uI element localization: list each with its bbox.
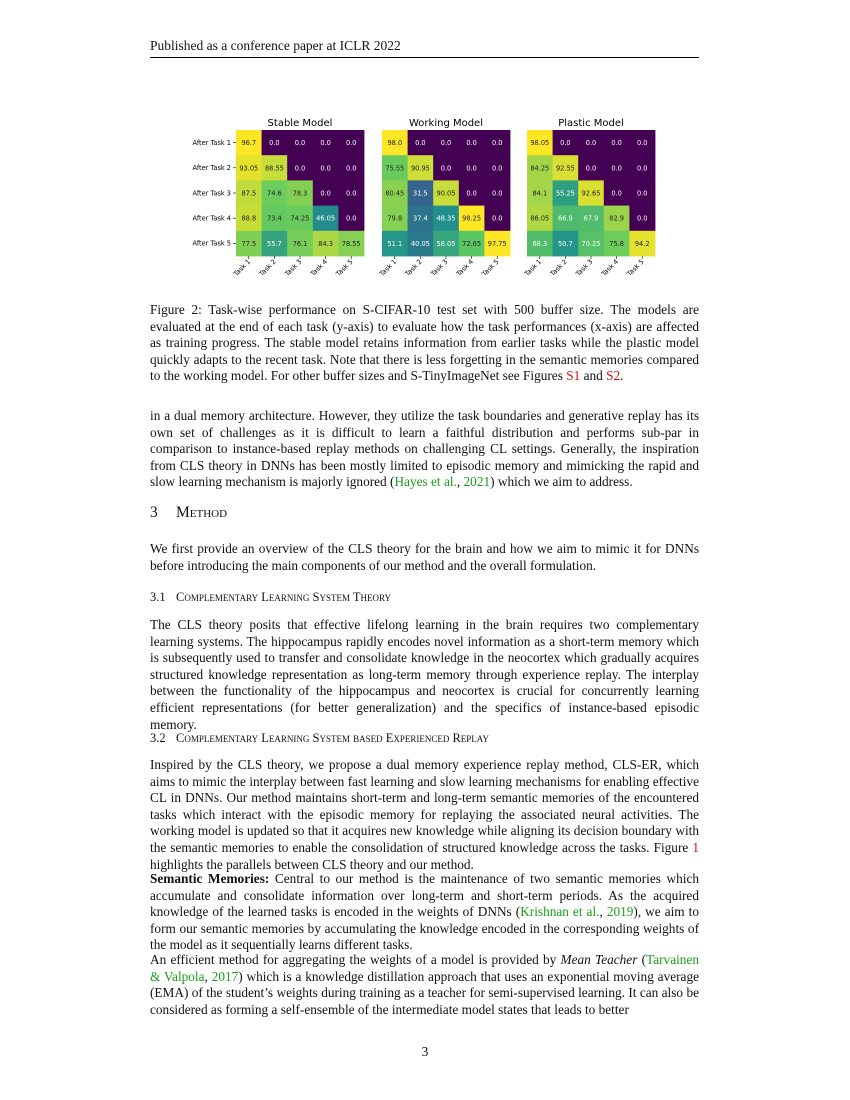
x-tick-label: Task 2 [403, 257, 424, 278]
cell-value-label: 0.0 [611, 189, 622, 198]
semantic-memories-label: Semantic Memories: [150, 871, 270, 886]
cell-value-label: 98.05 [530, 139, 550, 148]
cell-value-label: 72.65 [462, 239, 482, 248]
paragraph-overview: We first provide an overview of the CLS theory for the brain and how we aim to mimic it for DNNs before introducing the main components of our method and the overall formulation. [150, 541, 699, 573]
cell-value-label: 0.0 [269, 139, 280, 148]
x-tick-label: Task 5 [480, 257, 501, 278]
paragraph-cls-er [150, 757, 699, 873]
cell-value-label: 0.0 [320, 189, 331, 198]
cell-value-label: 55.25 [555, 189, 575, 198]
cell-value-label: 37.4 [413, 214, 428, 223]
y-tick-label: After Task 3 [192, 189, 231, 198]
cell-value-label: 96.7 [241, 139, 257, 148]
para4-text: Inspired by the CLS theory, we propose a dual memory experience replay method, CLS-ER, which aims to mimic the interplay between fast learning and slow learning mechanisms for enabling effective CL in DNNs. Our method maintains short-term and long-term semantic memories of the encountered tasks which interact with the episodic memory for replaying the associated neural activities. The working model is updated so that it acquires new knowledge while aligning its decision boundary with the semantic memories to enable the consolidation of structured knowledge across the tasks. Figure [150, 757, 699, 855]
cell-value-label: 78.55 [341, 239, 361, 248]
heatmap-figure [150, 108, 699, 298]
cell-value-label: 55.7 [267, 239, 282, 248]
figure-ref-s1[interactable]: S1 [566, 368, 581, 384]
cell-value-label: 51.1 [387, 239, 403, 248]
figure-ref-s2[interactable]: S2 [606, 368, 621, 384]
cell-value-label: 88.55 [264, 164, 284, 173]
cell-value-label: 0.0 [320, 139, 331, 148]
para1-sep: , [456, 474, 464, 490]
cell-value-label: 84.3 [318, 239, 333, 248]
figure-2 [150, 108, 699, 298]
x-tick-label: Task 2 [257, 257, 278, 278]
x-tick-label: Task 1 [232, 257, 253, 278]
cell-value-label: 0.0 [294, 164, 306, 173]
subsection-number: 3.2 [150, 731, 166, 745]
paragraph-dual-memory [150, 408, 699, 491]
mean-teacher-term: Mean Teacher [560, 952, 638, 967]
cell-value-label: 0.0 [294, 139, 306, 148]
subsection-title: Complementary Learning System based Experienced Replay [176, 731, 489, 745]
cell-value-label: 0.0 [345, 214, 357, 223]
cell-value-label: 98.0 [387, 139, 403, 148]
cell-value-label: 75.55 [385, 164, 405, 173]
cell-value-label: 94.2 [634, 239, 650, 248]
cell-value-label: 0.0 [611, 139, 622, 148]
citation-tarvainen-year[interactable]: 2017 [211, 968, 239, 984]
para5-end: ), we aim to form our semantic memories by accumulating the knowledge encoded in the corresponding weights of the model as it sequentially learns different tasks. [150, 904, 699, 953]
cell-value-label: 0.0 [466, 189, 477, 198]
x-tick-label: Task 3 [283, 257, 304, 278]
citation-krishnan-year[interactable]: 2019 [606, 904, 634, 920]
x-tick-label: Task 4 [454, 257, 476, 278]
cell-value-label: 0.0 [466, 164, 477, 173]
cell-value-label: 0.0 [636, 214, 648, 223]
figure-ref-1[interactable]: 1 [692, 839, 699, 855]
para5-text: Central to our method is the maintenance of two semantic memories which accumulate and consolidate information over long-term and short-term periods. As the acquired knowledge of the learned tasks is encoded in the weights of DNNs ( [150, 871, 699, 920]
cell-value-label: 58.05 [436, 239, 456, 248]
cell-value-label: 68.3 [532, 239, 548, 248]
cell-value-label: 0.0 [440, 139, 452, 148]
cell-value-label: 0.0 [636, 164, 648, 173]
cell-value-label: 48.35 [436, 214, 456, 223]
cell-value-label: 0.0 [560, 139, 571, 148]
para4-end: highlights the parallels between CLS theory and our method. [150, 856, 474, 872]
cell-value-label: 0.0 [345, 189, 357, 198]
cell-value-label: 70.25 [581, 239, 601, 248]
caption-and: and [580, 368, 607, 384]
cell-value-label: 40.05 [410, 239, 430, 248]
cell-value-label: 90.05 [436, 189, 456, 198]
heatmap-title: Stable Model [267, 118, 333, 129]
cell-value-label: 86.05 [530, 214, 550, 223]
cell-value-label: 0.0 [491, 164, 503, 173]
cell-value-label: 76.1 [292, 239, 308, 248]
cell-value-label: 67.9 [583, 214, 599, 223]
heatmap-title: Working Model [409, 118, 483, 129]
cell-value-label: 74.6 [267, 189, 282, 198]
subsection-3-1-heading [150, 590, 391, 605]
cell-value-label: 0.0 [585, 164, 597, 173]
cell-value-label: 90.95 [410, 164, 430, 173]
cell-value-label: 0.0 [440, 164, 452, 173]
cell-value-label: 0.0 [491, 139, 503, 148]
subsection-title: Complementary Learning System Theory [176, 590, 391, 604]
x-tick-label: Task 3 [429, 257, 450, 278]
cell-value-label: 31.5 [413, 189, 428, 198]
x-tick-label: Task 1 [378, 257, 399, 278]
cell-value-label: 0.0 [466, 139, 477, 148]
x-tick-label: Task 3 [574, 257, 595, 278]
cell-value-label: 0.0 [636, 189, 648, 198]
para6-end: ) which is a knowledge distillation approach that uses an exponential moving average (EMA) of the student’s weights during training as a teacher for semi-supervised learning. It can also be considered as forming a self-ensemble of the intermediate model states that leads to better [150, 968, 699, 1017]
cell-value-label: 84.1 [532, 189, 548, 198]
citation-hayes-author[interactable]: Hayes et al. [394, 474, 457, 490]
y-tick-label: After Task 1 [192, 138, 231, 147]
caption-text: Figure 2: Task-wise performance on S-CIFAR-10 test set with 500 buffer size. The models are evaluated at the end of each task (y-axis) to evaluate how the task performances (x-axis) are affected as training progress. The stable model retains information from earlier tasks while the plastic model quickly adapts to the recent task. Note that there is less forgetting in the semantic memories compared to the working model. For other buffer sizes and S-TinyImageNet see Figures [150, 302, 699, 384]
section-3-heading [150, 504, 227, 522]
cell-value-label: 98.25 [462, 214, 482, 223]
cell-value-label: 87.5 [241, 189, 257, 198]
cell-value-label: 0.0 [345, 139, 357, 148]
cell-value-label: 92.65 [581, 189, 601, 198]
citation-krishnan-author[interactable]: Krishnan et al. [520, 904, 600, 920]
cell-value-label: 74.25 [290, 214, 310, 223]
x-tick-label: Task 4 [599, 257, 621, 278]
para5-sep: , [599, 904, 607, 920]
para6-text: An efficient method for aggregating the weights of a model is provided by [150, 952, 561, 967]
paragraph-semantic-memories [150, 871, 699, 954]
cell-value-label: 84.25 [530, 164, 550, 173]
y-tick-label: After Task 5 [192, 239, 231, 248]
para6-sep: , [204, 968, 212, 984]
cell-value-label: 0.0 [415, 139, 426, 148]
x-tick-label: Task 5 [334, 257, 355, 278]
para1-end: ) which we aim to address. [490, 474, 633, 490]
y-tick-label: After Task 2 [192, 164, 231, 173]
cell-value-label: 88.8 [241, 214, 257, 223]
caption-end: . [620, 368, 624, 384]
cell-value-label: 66.9 [558, 214, 573, 223]
cell-value-label: 0.0 [585, 139, 597, 148]
cell-value-label: 50.7 [558, 239, 573, 248]
running-header: Published as a conference paper at ICLR 2022 [150, 38, 699, 58]
cell-value-label: 0.0 [320, 164, 331, 173]
paragraph-mean-teacher [150, 952, 699, 1018]
x-tick-label: Task 5 [625, 257, 646, 278]
citation-hayes-year[interactable]: 2021 [463, 474, 491, 490]
y-tick-label: After Task 4 [192, 214, 231, 223]
cell-value-label: 0.0 [491, 214, 503, 223]
cell-value-label: 46.05 [316, 214, 336, 223]
heatmap-title: Plastic Model [558, 118, 624, 129]
cell-value-label: 92.55 [555, 164, 575, 173]
page-number: 3 [421, 1044, 429, 1059]
section-title: Method [176, 504, 228, 521]
cell-value-label: 82.9 [609, 214, 624, 223]
para1-text: in a dual memory architecture. However, they utilize the task boundaries and generative replay has its own set of challenges as it is difficult to learn a faithful distribution and performs sub-par in comparison to instance-based replay methods on challenging CL settings. Generally, the inspiration from CLS theory in DNNs has been mostly limited to episodic memory and mimicking the rapid and slow learning mechanism is majorly ignored ( [150, 408, 699, 490]
cell-value-label: 75.8 [609, 239, 624, 248]
cell-value-label: 0.0 [345, 164, 357, 173]
section-number: 3 [150, 504, 158, 521]
cell-value-label: 97.75 [487, 239, 507, 248]
x-tick-label: Task 2 [548, 257, 569, 278]
cell-value-label: 0.0 [491, 189, 503, 198]
cell-value-label: 78.3 [292, 189, 308, 198]
cell-value-label: 93.05 [239, 164, 259, 173]
cell-value-label: 80.45 [385, 189, 405, 198]
cell-value-label: 79.8 [387, 214, 403, 223]
citation-tarvainen-author[interactable]: Tarvainen & Valpola [150, 952, 699, 984]
x-tick-label: Task 1 [523, 257, 544, 278]
cell-value-label: 77.5 [241, 239, 257, 248]
subsection-number: 3.1 [150, 590, 166, 604]
x-tick-label: Task 4 [308, 257, 330, 278]
cell-value-label: 73.4 [267, 214, 282, 223]
subsection-3-2-heading [150, 731, 489, 746]
cell-value-label: 0.0 [611, 164, 622, 173]
cell-value-label: 0.0 [636, 139, 648, 148]
figure-caption [150, 302, 699, 385]
para6-space: ( [637, 952, 647, 967]
paragraph-cls-theory: The CLS theory posits that effective lifelong learning in the brain requires two complementary learning systems. The hippocampus rapidly encodes novel information as a short-term memory which is subsequently used to transfer and consolidate knowledge in the neocortex which gradually acquires structured knowledge representation as long-term memory through experience replay. The interplay between the functionality of the hippocampus and neocortex is crucial for concurrently learning efficient representations (for better generalization) and the specifics of instance-based episodic memory. [150, 617, 699, 732]
